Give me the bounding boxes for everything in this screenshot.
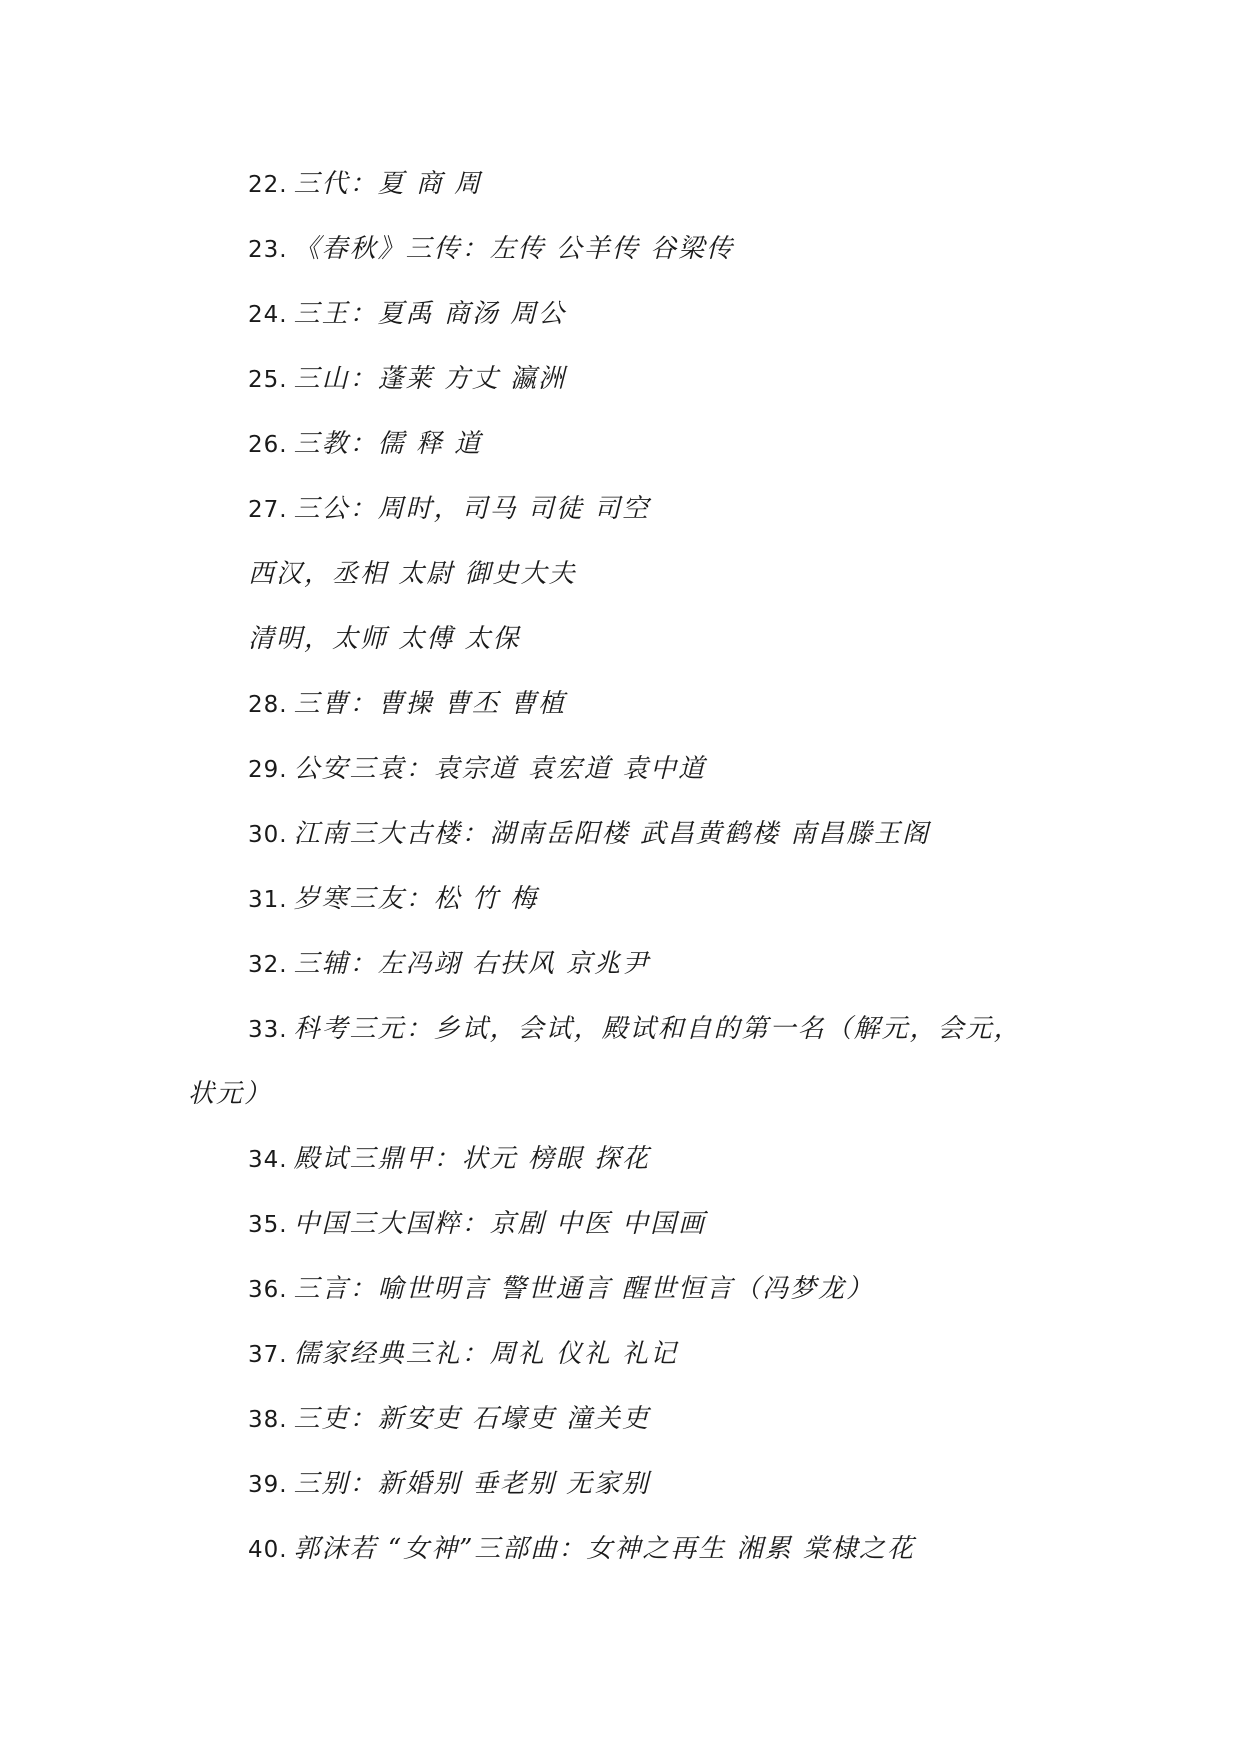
item-text: 江南三大古楼：湖南岳阳楼 武昌黄鹤楼 南昌滕王阁	[293, 819, 931, 849]
list-item	[248, 231, 734, 268]
item-number: 28.	[248, 692, 288, 718]
item-text: 清明，太师 太傅 太保	[248, 624, 521, 654]
item-number: 31.	[248, 887, 288, 913]
item-text: 三教：儒 释 道	[293, 429, 483, 459]
item-number: 29.	[248, 757, 288, 783]
item-number: 26.	[248, 432, 288, 458]
list-item	[248, 946, 650, 983]
item-number: 37.	[248, 1342, 288, 1368]
list-item	[248, 1011, 1022, 1048]
item-number: 34.	[248, 1147, 288, 1173]
item-number: 25.	[248, 367, 288, 393]
item-number: 30.	[248, 822, 288, 848]
item-text: 三曹：曹操 曹丕 曹植	[293, 689, 567, 719]
list-item	[248, 816, 930, 853]
item-text: 中国三大国粹：京剧 中医 中国画	[293, 1209, 707, 1239]
item-text: 三辅：左冯翊 右扶风 京兆尹	[293, 949, 651, 979]
item-text: 科考三元：乡试，会试，殿试和自的第一名（解元，会元，	[293, 1014, 1022, 1044]
item-number: 24.	[248, 302, 288, 328]
item-number: 36.	[248, 1277, 288, 1303]
item-text: 《春秋》三传：左传 公羊传 谷梁传	[293, 234, 735, 264]
list-item	[248, 1206, 706, 1243]
item-number: 27.	[248, 497, 288, 523]
list-item-continuation	[248, 621, 521, 657]
list-item	[248, 1141, 650, 1178]
item-number: 38.	[248, 1407, 288, 1433]
list-item	[248, 1401, 650, 1438]
item-text: 三言：喻世明言 警世通言 醒世恒言（冯梦龙）	[293, 1274, 875, 1304]
item-number: 32.	[248, 952, 288, 978]
item-text: 三公：周时，司马 司徒 司空	[293, 494, 651, 524]
item-number: 39.	[248, 1472, 288, 1498]
item-number: 33.	[248, 1017, 288, 1043]
item-text: 岁寒三友：松 竹 梅	[293, 884, 539, 914]
item-number: 35.	[248, 1212, 288, 1238]
item-text: 三王：夏禹 商汤 周公	[293, 299, 567, 329]
list-item	[248, 426, 482, 463]
list-item	[248, 686, 566, 723]
item-text: 儒家经典三礼：周礼 仪礼 礼记	[293, 1339, 679, 1369]
list-item	[248, 881, 538, 918]
list-item-continuation	[248, 556, 577, 592]
list-item	[248, 1531, 915, 1568]
item-text: 殿试三鼎甲：状元 榜眼 探花	[293, 1144, 651, 1174]
list-item	[248, 1336, 678, 1373]
item-text: 三代：夏 商 周	[293, 169, 483, 199]
list-item	[248, 491, 650, 528]
list-item	[248, 751, 706, 788]
item-text: 三山：蓬莱 方丈 瀛洲	[293, 364, 567, 394]
item-text: 三吏：新安吏 石壕吏 潼关吏	[293, 1404, 651, 1434]
item-number: 22.	[248, 172, 288, 198]
item-text: 公安三袁：袁宗道 袁宏道 袁中道	[293, 754, 707, 784]
item-text: 郭沫若 “女神”三部曲：女神之再生 湘累 棠棣之花	[293, 1534, 915, 1564]
list-item	[248, 361, 566, 398]
item-text: 西汉，丞相 太尉 御史大夫	[248, 559, 577, 589]
list-item	[248, 1466, 650, 1503]
list-item-wrap	[188, 1076, 272, 1112]
item-text: 状元）	[188, 1079, 273, 1109]
item-number: 40.	[248, 1537, 288, 1563]
list-item	[248, 166, 482, 203]
item-number: 23.	[248, 237, 288, 263]
list-item	[248, 296, 566, 333]
list-item	[248, 1271, 874, 1308]
item-text: 三别：新婚别 垂老别 无家别	[293, 1469, 651, 1499]
